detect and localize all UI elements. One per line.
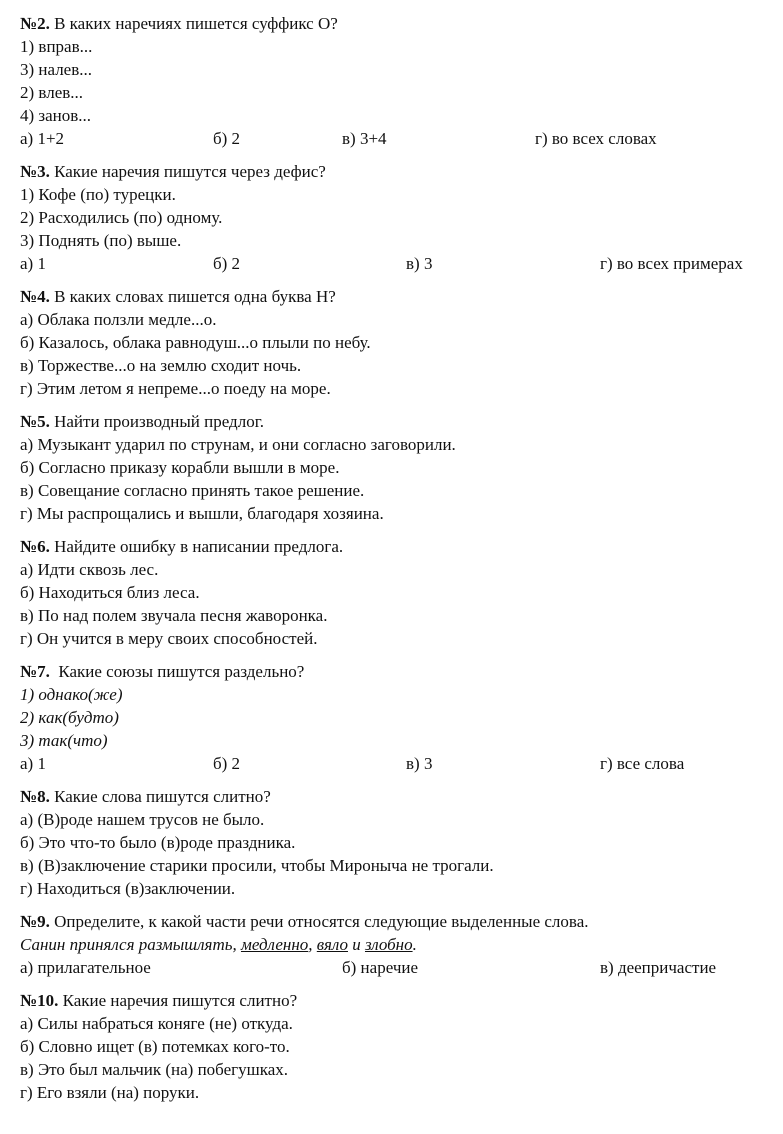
sentence-start: Санин принялся размышлять, xyxy=(20,935,241,954)
question-7 xyxy=(20,660,780,775)
option: в) Совещание согласно принять такое решение. xyxy=(20,481,365,500)
sentence-separator: и xyxy=(347,935,365,954)
question-3 xyxy=(20,160,780,275)
question-10 xyxy=(20,989,780,1104)
option: в) Торжестве...о на землю сходит ночь. xyxy=(20,356,302,375)
question-text: В каких наречиях пишется суффикс О? xyxy=(49,14,338,33)
option: а) (В)роде нашем трусов не было. xyxy=(20,810,265,829)
question-number: №5. xyxy=(20,412,50,431)
question-heading xyxy=(20,989,780,1012)
answer-c: в) 3 xyxy=(406,254,433,273)
option: 2) как(будто) xyxy=(20,708,119,727)
question-heading xyxy=(20,410,780,433)
answer-c: в) 3 xyxy=(406,754,433,773)
option: б) Согласно приказу корабли вышли в море. xyxy=(20,458,340,477)
worksheet xyxy=(20,12,780,1114)
question-heading xyxy=(20,12,780,35)
option: б) Словно ищет (в) потемках кого-то. xyxy=(20,1037,290,1056)
question-heading xyxy=(20,785,780,808)
question-text: Какие слова пишутся слитно? xyxy=(49,787,271,806)
answer-c: в) деепричастие xyxy=(600,958,717,977)
answer-row xyxy=(20,752,780,775)
answer-b: б) наречие xyxy=(342,958,419,977)
option: 3) Поднять (по) выше. xyxy=(20,231,182,250)
option: 3) так(что) xyxy=(20,731,108,750)
highlighted-word: вяло xyxy=(316,935,348,954)
question-heading xyxy=(20,285,780,308)
option: в) Это был мальчик (на) побегушках. xyxy=(20,1060,288,1079)
question-number: №4. xyxy=(20,287,50,306)
question-text: Найдите ошибку в написании предлога. xyxy=(49,537,344,556)
option: 2) влев... xyxy=(20,83,84,102)
answer-row xyxy=(20,252,780,275)
highlighted-word: злобно xyxy=(364,935,413,954)
option: в) (В)заключение старики просили, чтобы Мироныча не трогали. xyxy=(20,856,494,875)
answer-d: г) все слова xyxy=(600,754,685,773)
question-text: Определите, к какой части речи относятся следующие выделенные слова. xyxy=(49,912,589,931)
option: 1) вправ... xyxy=(20,37,93,56)
answer-d: г) во всех примерах xyxy=(600,254,743,273)
question-heading xyxy=(20,660,780,683)
option: 1) однако(же) xyxy=(20,685,123,704)
answer-c: в) 3+4 xyxy=(342,129,387,148)
option: 3) налев... xyxy=(20,60,93,79)
question-4 xyxy=(20,285,780,400)
question-heading xyxy=(20,160,780,183)
answer-a: а) 1+2 xyxy=(20,129,65,148)
question-number: №2. xyxy=(20,14,50,33)
option: г) Он учится в меру своих способностей. xyxy=(20,629,318,648)
option: а) Силы набраться коняге (не) откуда. xyxy=(20,1014,293,1033)
question-number: №8. xyxy=(20,787,50,806)
option: а) Музыкант ударил по струнам, и они согласно заговорили. xyxy=(20,435,456,454)
question-heading xyxy=(20,535,780,558)
option: г) Этим летом я непреме...о поеду на море. xyxy=(20,379,331,398)
answer-a: а) прилагательное xyxy=(20,958,151,977)
question-number: №10. xyxy=(20,991,59,1010)
option: в) По над полем звучала песня жаворонка. xyxy=(20,606,328,625)
answer-a: а) 1 xyxy=(20,754,46,773)
option: а) Облака ползли медле...о. xyxy=(20,310,217,329)
question-6 xyxy=(20,535,780,650)
highlighted-word: медленно xyxy=(240,935,309,954)
answer-row xyxy=(20,956,780,979)
option: 2) Расходились (по) одному. xyxy=(20,208,223,227)
question-8 xyxy=(20,785,780,900)
question-text: В каких словах пишется одна буква Н? xyxy=(49,287,336,306)
answer-a: а) 1 xyxy=(20,254,46,273)
option: г) Мы распрощались и вышли, благодаря хозяина. xyxy=(20,504,384,523)
question-number: №3. xyxy=(20,162,50,181)
option: б) Это что-то было (в)роде праздника. xyxy=(20,833,296,852)
option: а) Идти сквозь лес. xyxy=(20,560,159,579)
option: б) Находиться близ леса. xyxy=(20,583,200,602)
option: 1) Кофе (по) турецки. xyxy=(20,185,176,204)
question-text: Найти производный предлог. xyxy=(49,412,264,431)
answer-b: б) 2 xyxy=(213,254,241,273)
answer-b: б) 2 xyxy=(213,129,241,148)
question-number: №6. xyxy=(20,537,50,556)
option: б) Казалось, облака равнодуш...о плыли по небу. xyxy=(20,333,371,352)
sentence-end: . xyxy=(412,935,417,954)
question-text: Какие наречия пишутся через дефис? xyxy=(49,162,326,181)
example-sentence xyxy=(20,933,780,956)
question-text: Какие наречия пишутся слитно? xyxy=(58,991,298,1010)
answer-d: г) во всех словах xyxy=(535,129,657,148)
question-2 xyxy=(20,12,780,150)
question-heading xyxy=(20,910,780,933)
option: г) Находиться (в)заключении. xyxy=(20,879,236,898)
option: г) Его взяли (на) поруки. xyxy=(20,1083,200,1102)
question-number: №9. xyxy=(20,912,50,931)
question-9 xyxy=(20,910,780,979)
answer-row xyxy=(20,127,780,150)
question-number: №7. xyxy=(20,662,50,681)
question-5 xyxy=(20,410,780,525)
answer-b: б) 2 xyxy=(213,754,241,773)
option: 4) занов... xyxy=(20,106,92,125)
question-text: Какие союзы пишутся раздельно? xyxy=(49,662,305,681)
sentence-separator: , xyxy=(308,935,317,954)
